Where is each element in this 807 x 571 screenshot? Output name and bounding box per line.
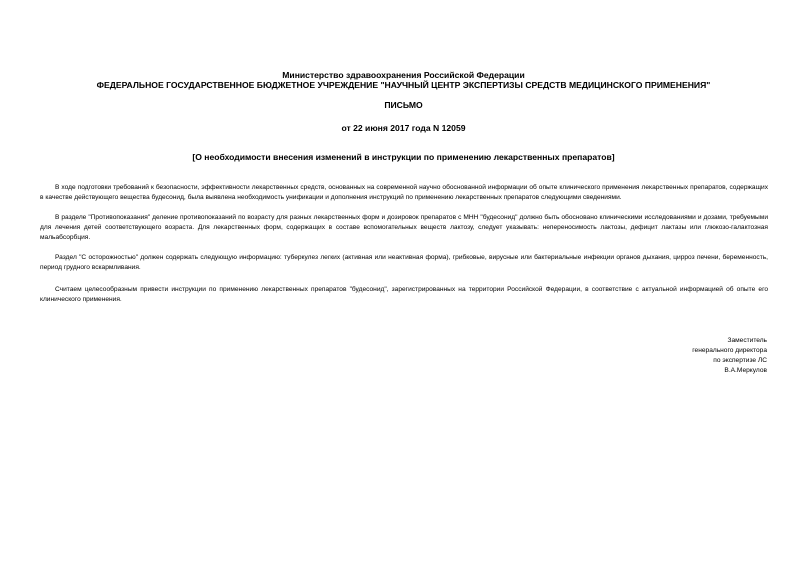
ministry-name: Министерство здравоохранения Российской Федерации bbox=[282, 70, 525, 80]
signature-position: Заместитель bbox=[727, 337, 767, 344]
signature-block bbox=[692, 336, 767, 376]
body-paragraph: В разделе "Противопоказания" деление противопоказаний по возрасту для разных лекарственных форм и дозировок препаратов с МНН "будесонид" должно быть обосновано клиническими исследованиями и дозами, требуемыми для лечения детей соответствующего возраста. Для лекарственных форм, содержащих в составе вспомогательных веществ лактозу, следует указывать: непереносимость лактозы, дефицит лактазы или глюкозо-галактозная мальабсорбция. bbox=[40, 214, 768, 241]
body-paragraph: Раздел "С осторожностью" должен содержать следующую информацию: туберкулез легких (активная или неактивная форма), грибковые, вирусные или бактериальные инфекции органов дыхания, цирроз печени, беременность, период грудного вскармливания. bbox=[40, 254, 768, 271]
signature-position: по экспертизе ЛС bbox=[713, 357, 767, 364]
body-paragraph: Считаем целесообразным привести инструкции по применению лекарственных препаратов "будесонид", зарегистрированных на территории Российской Федерации, в соответствие с актуальной информацией об опыте его клинического применения. bbox=[40, 286, 768, 303]
document-type: ПИСЬМО bbox=[384, 100, 423, 110]
signature-position: генерального директора bbox=[692, 347, 767, 354]
document-subject: [О необходимости внесения изменений в инструкции по применению лекарственных препаратов] bbox=[192, 152, 615, 162]
organization-name: ФЕДЕРАЛЬНОЕ ГОСУДАРСТВЕННОЕ БЮДЖЕТНОЕ УЧРЕЖДЕНИЕ "НАУЧНЫЙ ЦЕНТР ЭКСПЕРТИЗЫ СРЕДСТВ МЕДИЦИНСКОГО ПРИМЕНЕНИЯ" bbox=[96, 80, 711, 90]
body-paragraph: В ходе подготовки требований к безопасности, эффективности лекарственных средств, основанных на современной научно обоснованной информации об опыте клинического применения лекарственных препаратов, содержащих в качестве действующего вещества будесонид, была выявлена необходимость унификации и дополнения инструкций по применению лекарственных препаратов следующими сведениями. bbox=[40, 184, 768, 201]
document-date-number: от 22 июня 2017 года N 12059 bbox=[341, 123, 466, 133]
signatory-name: В.А.Меркулов bbox=[724, 367, 767, 374]
